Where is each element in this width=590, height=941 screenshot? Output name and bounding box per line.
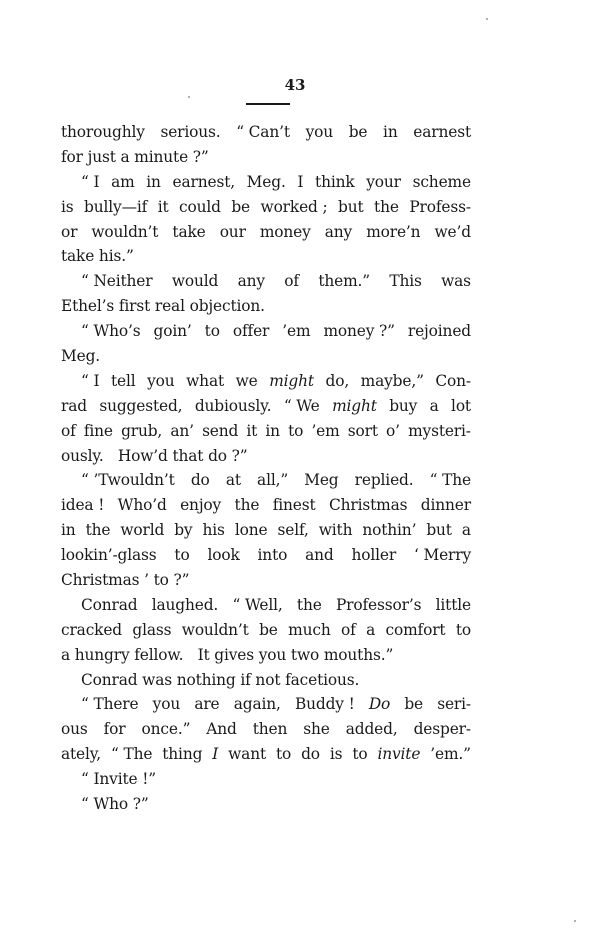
text-line	[61, 120, 471, 145]
word: lot	[451, 396, 471, 415]
word: you	[305, 123, 333, 141]
word: of	[341, 620, 356, 639]
word: “ I	[81, 172, 100, 191]
word: laughed.	[151, 595, 219, 614]
paper-speck	[574, 920, 576, 922]
word: for	[103, 720, 126, 739]
word: them.”	[318, 272, 370, 291]
word: you	[147, 371, 175, 390]
word: sort	[347, 421, 378, 440]
word: a	[366, 620, 376, 639]
word: ’em	[311, 421, 340, 440]
word: mysteri-	[408, 421, 471, 440]
word: do,	[325, 371, 350, 390]
word: ‘ Merry	[413, 546, 471, 565]
word: rad	[61, 396, 87, 415]
word: finest	[272, 496, 316, 515]
word: “ I	[81, 371, 100, 390]
word: of	[284, 272, 299, 291]
text-line	[61, 543, 471, 568]
text-line	[61, 344, 471, 369]
word: goin’	[153, 322, 192, 341]
word: our	[219, 222, 246, 241]
word: “ Well,	[232, 595, 283, 614]
word: “ The	[429, 471, 471, 490]
word: thoroughly	[61, 123, 145, 141]
word: was	[441, 272, 471, 291]
word: o’	[386, 421, 400, 440]
word: to	[455, 620, 471, 639]
word: Meg.	[61, 347, 101, 366]
word: Christmas ’ to ?”	[61, 571, 190, 590]
word: we	[235, 371, 258, 390]
word: any	[237, 272, 265, 291]
word: the	[296, 595, 322, 614]
text-line	[61, 593, 471, 618]
word: Buddy !	[294, 695, 355, 714]
word: “ ’Twouldn’t	[81, 471, 175, 490]
word: you	[152, 695, 181, 714]
body-text	[61, 120, 471, 817]
word: desper-	[413, 720, 471, 739]
word: your	[366, 172, 401, 191]
text-line	[61, 518, 471, 543]
word: by	[174, 521, 193, 540]
word: of	[61, 421, 76, 440]
word: suggested,	[99, 396, 183, 415]
word: in	[265, 421, 280, 440]
word: “ There	[81, 695, 139, 714]
word: to	[288, 421, 304, 440]
text-line	[61, 244, 471, 269]
text-line	[61, 792, 471, 817]
word: maybe,”	[360, 371, 424, 390]
text-line	[61, 444, 471, 469]
word: And	[206, 720, 237, 739]
text-line	[61, 269, 471, 294]
word: glass	[132, 620, 172, 639]
word: lone	[234, 521, 268, 540]
word: then	[252, 720, 288, 739]
text-line	[61, 717, 471, 742]
word: be	[404, 695, 423, 714]
word: again,	[233, 695, 281, 714]
word: once.”	[141, 720, 191, 739]
word: do	[301, 745, 320, 764]
word: bully—if	[84, 197, 148, 216]
word: wouldn’t	[91, 222, 159, 241]
word: thing	[162, 745, 203, 764]
word: tell	[110, 371, 136, 390]
text-line	[61, 618, 471, 643]
word: it	[246, 421, 258, 440]
word: nothin’	[362, 521, 417, 540]
word: it	[157, 197, 169, 216]
word: Who’d	[117, 496, 167, 515]
word: comfort	[385, 620, 446, 639]
word: “ Who ?”	[81, 795, 149, 814]
word: or	[61, 222, 78, 241]
text-line	[61, 742, 471, 767]
text-line	[61, 767, 471, 792]
word: money ?”	[323, 322, 395, 341]
text-line	[61, 195, 471, 220]
text-line	[61, 468, 471, 493]
word: to	[204, 322, 220, 341]
text-line	[61, 668, 471, 693]
word: the	[234, 496, 260, 515]
word: cracked	[61, 620, 123, 639]
word: little	[435, 595, 471, 614]
text-line	[61, 319, 471, 344]
word: we’d	[434, 222, 471, 241]
word: any	[324, 222, 353, 241]
word: the	[374, 197, 399, 216]
text-line	[61, 369, 471, 394]
word: world	[120, 521, 165, 540]
word: Do	[368, 695, 391, 714]
text-line	[61, 493, 471, 518]
page-number-rule	[246, 103, 290, 105]
word: Meg	[304, 471, 339, 490]
word: “ Who’s	[81, 322, 141, 341]
word: worked ;	[260, 197, 328, 216]
word: could	[179, 197, 221, 216]
word: Professor’s	[335, 595, 422, 614]
word: replied.	[354, 471, 414, 490]
word: in	[146, 172, 161, 191]
word: I	[212, 745, 219, 764]
text-line	[61, 170, 471, 195]
word: Con-	[435, 371, 471, 390]
word: take	[172, 222, 206, 241]
word: added,	[345, 720, 398, 739]
word: I	[297, 172, 304, 191]
word: invite	[377, 745, 421, 764]
word: his	[202, 521, 225, 540]
word: Ethel’s first real objection.	[61, 297, 265, 316]
word: what	[186, 371, 225, 390]
word: Meg.	[246, 172, 286, 191]
paper-speck	[486, 18, 488, 20]
page-number: 43	[284, 76, 306, 94]
word: but	[338, 197, 364, 216]
word: an’	[170, 421, 194, 440]
word: might	[269, 371, 314, 390]
word: for just a minute ?”	[61, 147, 209, 166]
word: enjoy	[180, 496, 222, 515]
text-line	[61, 220, 471, 245]
word: she	[303, 720, 330, 739]
word: do	[190, 471, 210, 490]
word: much	[288, 620, 331, 639]
word: send	[202, 421, 239, 440]
word: “ The	[111, 745, 153, 764]
text-line	[61, 419, 471, 444]
word: is	[61, 197, 74, 216]
word: think	[315, 172, 355, 191]
text-line	[61, 145, 471, 170]
word: Christmas	[328, 496, 408, 515]
word: Conrad	[81, 595, 138, 614]
word: ’em.”	[430, 745, 471, 764]
word: dubiously.	[194, 396, 272, 415]
word: buy	[389, 396, 418, 415]
word: grub,	[121, 421, 163, 440]
word: might	[332, 396, 377, 415]
word: earnest,	[172, 172, 235, 191]
word: rejoined	[407, 322, 471, 341]
word: “ Neither	[81, 272, 153, 291]
word: ’em	[282, 322, 311, 341]
word: scheme	[412, 172, 471, 191]
word: more’n	[366, 222, 421, 241]
word: fine	[83, 421, 113, 440]
text-line	[61, 394, 471, 419]
word: in	[383, 123, 398, 141]
word: are	[194, 695, 220, 714]
word: at	[225, 471, 241, 490]
word: Profess-	[409, 197, 471, 216]
text-line	[61, 643, 471, 668]
word: into	[257, 546, 288, 565]
word: serious.	[160, 123, 221, 141]
word: a	[461, 521, 471, 540]
word: to	[174, 546, 190, 565]
word: but	[426, 521, 452, 540]
word: be	[259, 620, 278, 639]
word: Conrad was nothing if not facetious.	[81, 670, 360, 689]
word: am	[111, 172, 135, 191]
word: offer	[232, 322, 270, 341]
word: “ Invite !”	[81, 770, 156, 789]
word: seri-	[437, 695, 471, 714]
word: in	[61, 521, 76, 540]
word: want	[228, 745, 266, 764]
word: would	[171, 272, 219, 291]
word: with	[318, 521, 353, 540]
word: ous	[61, 720, 88, 739]
word: money	[259, 222, 311, 241]
word: holler	[351, 546, 397, 565]
word: lookin’-glass	[61, 546, 157, 565]
word: and	[305, 546, 334, 565]
word: be	[231, 197, 251, 216]
word: a	[429, 396, 439, 415]
word: idea !	[61, 496, 105, 515]
word: ously. How’d that do ?”	[61, 446, 248, 465]
word: “ We	[283, 396, 320, 415]
paper-speck	[188, 96, 190, 98]
word: self,	[277, 521, 309, 540]
text-line	[61, 692, 471, 717]
word: This	[389, 272, 422, 291]
word: is	[329, 745, 343, 764]
word: be	[348, 123, 368, 141]
word: to	[352, 745, 368, 764]
word: a hungry fellow. It gives you two mouths.”	[61, 645, 394, 664]
word: look	[207, 546, 240, 565]
word: wouldn’t	[181, 620, 249, 639]
word: ately,	[61, 745, 102, 764]
text-line	[61, 294, 471, 319]
word: take his.”	[61, 247, 134, 266]
word: the	[85, 521, 111, 540]
word: all,”	[257, 471, 289, 490]
word: to	[275, 745, 292, 764]
text-line	[61, 568, 471, 593]
word: dinner	[420, 496, 471, 515]
word: “ Can’t	[236, 123, 290, 141]
word: earnest	[413, 123, 471, 141]
